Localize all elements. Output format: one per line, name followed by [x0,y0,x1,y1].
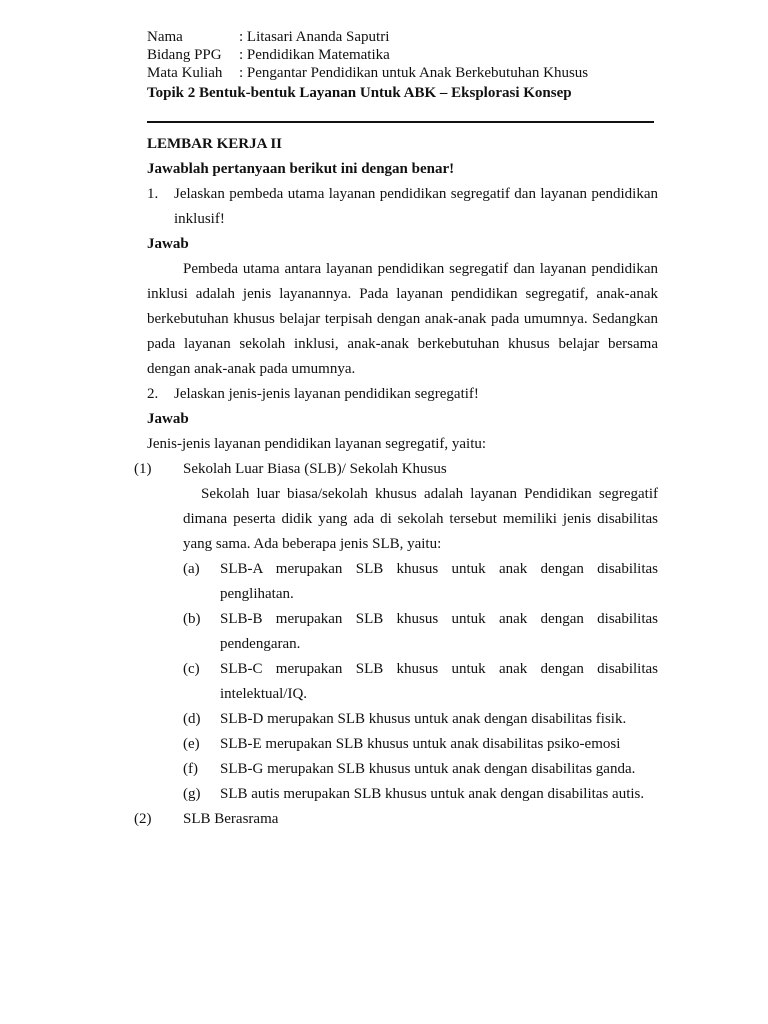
sub-list-item [183,782,658,807]
answer-label: Jawab [147,411,189,427]
topic-title: Topik 2 Bentuk-bentuk Layanan Untuk ABK – Eksplorasi Konsep [147,85,572,101]
header-row-field [147,46,658,64]
sub-list-item [183,757,658,782]
question-number: 1. [147,186,159,202]
answer-label: Jawab [147,236,189,252]
list-item-slb [134,457,658,482]
instruction-text: Jawablah pertanyaan berikut ini dengan benar! [147,161,455,177]
header-row-course [147,64,658,82]
question-text: Jelaskan pembeda utama layanan pendidikan segregatif dan layanan pendidikan inklusif! [174,186,658,227]
list-item-title: SLB Berasrama [183,811,279,827]
question-text: Jelaskan jenis-jenis layanan pendidikan segregatif! [174,386,479,402]
sub-item-letter: (b) [183,611,201,627]
student-info-header [147,28,658,104]
list-item-slb-berasrama [134,807,658,832]
header-label: Nama [147,29,183,45]
sub-item-letter: (d) [183,711,201,727]
sub-item-letter: (c) [183,661,200,677]
header-value: : Pendidikan Matematika [239,47,390,63]
sub-item-letter: (f) [183,761,198,777]
sub-list-item [183,557,658,607]
sub-list-item [183,607,658,657]
sub-item-text: SLB-B merupakan SLB khusus untuk anak dengan disabilitas pendengaran. [220,611,658,652]
question-1 [147,182,658,232]
answer-paragraph: Pembeda utama antara layanan pendidikan segregatif dan layanan pendidikan inklusi adalah jenis layanannya. Pada layanan pendidikan segregatif, anak-anak berkebutuhan khusus belajar terpisah dengan anak-anak pada umumnya. Sedangkan pada layanan sekolah inklusi, anak-anak berkebutuhan khusus belajar bersama dengan anak-anak pada umumnya. [147,261,658,377]
slb-types-list [183,557,658,807]
list-number: (1) [134,461,152,477]
sub-list-item [183,657,658,707]
slb-description: Sekolah luar biasa/sekolah khusus adalah layanan Pendidikan segregatif dimana peserta didik yang ada di sekolah tersebut memiliki jenis disabilitas yang sama. Ada beberapa jenis SLB, yaitu: [183,486,658,552]
header-label: Mata Kuliah [147,65,223,81]
header-value: : Litasari Ananda Saputri [239,29,390,45]
sub-list-item [183,732,658,757]
sub-item-letter: (e) [183,736,200,752]
horizontal-divider [147,121,654,123]
sub-item-text: SLB-D merupakan SLB khusus untuk anak dengan disabilitas fisik. [220,711,627,727]
header-row-name [147,28,658,46]
sub-item-text: SLB autis merupakan SLB khusus untuk anak dengan disabilitas autis. [220,786,645,802]
list-item-title: Sekolah Luar Biasa (SLB)/ Sekolah Khusus [183,461,447,477]
sub-item-text: SLB-E merupakan SLB khusus untuk anak disabilitas psiko-emosi [220,736,621,752]
sub-item-letter: (g) [183,786,201,802]
sub-item-text: SLB-C merupakan SLB khusus untuk anak dengan disabilitas intelektual/IQ. [220,661,658,702]
header-value: : Pengantar Pendidikan untuk Anak Berkebutuhan Khusus [239,65,589,81]
sub-list-item [183,707,658,732]
sub-item-letter: (a) [183,561,200,577]
worksheet-title: LEMBAR KERJA II [147,136,283,152]
sub-item-text: SLB-A merupakan SLB khusus untuk anak dengan disabilitas penglihatan. [220,561,658,602]
answer-intro: Jenis-jenis layanan pendidikan layanan segregatif, yaitu: [147,436,487,452]
question-number: 2. [147,386,159,402]
sub-item-text: SLB-G merupakan SLB khusus untuk anak dengan disabilitas ganda. [220,761,636,777]
header-label: Bidang PPG [147,47,222,63]
document-page [134,28,658,832]
question-2 [147,382,658,407]
list-number: (2) [134,811,152,827]
